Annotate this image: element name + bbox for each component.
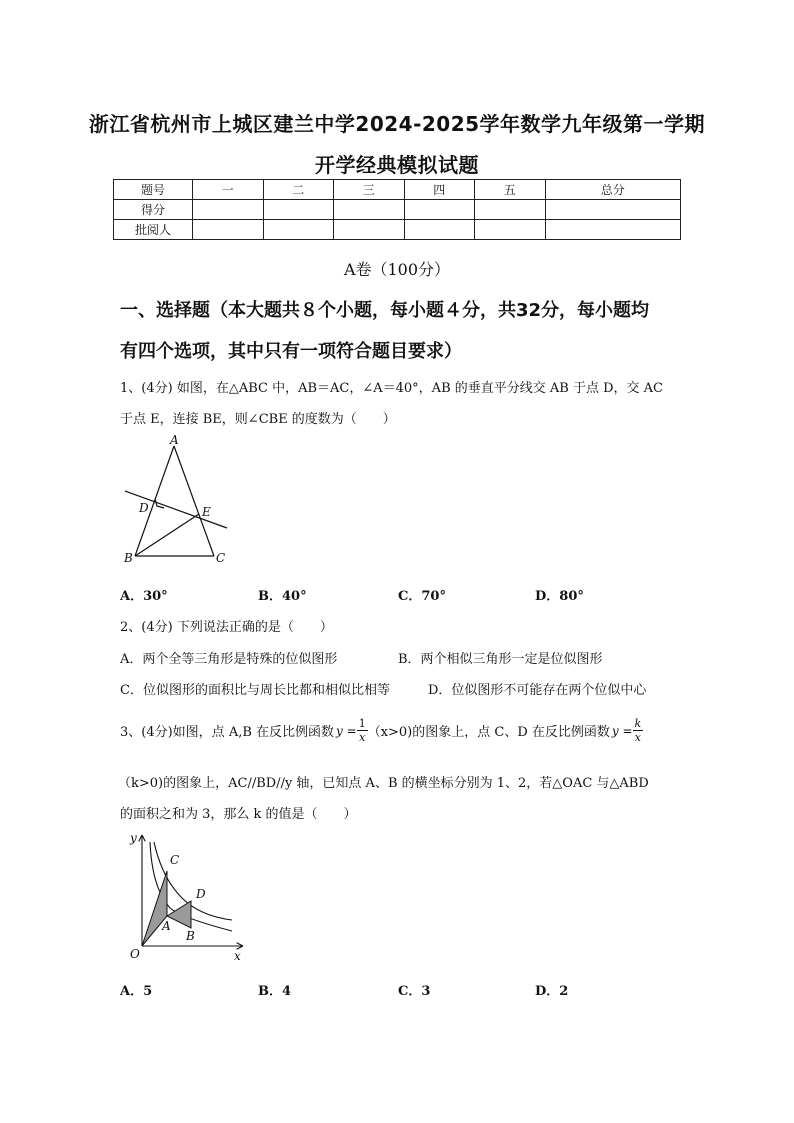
label-b: B <box>186 929 195 943</box>
header-cell: 总分 <box>545 180 681 200</box>
option-d[interactable]: D．2 <box>535 984 569 999</box>
triangle-oac <box>142 871 167 946</box>
row-label: 批阅人 <box>114 220 193 240</box>
reviewer-cell[interactable] <box>193 220 264 240</box>
header-cell: 五 <box>475 180 546 200</box>
option-a[interactable]: A．两个全等三角形是特殊的位似图形 <box>120 652 338 667</box>
formula-2-fraction <box>633 717 644 744</box>
option-d[interactable]: D．位似图形不可能存在两个位似中心 <box>428 683 647 698</box>
question-3-text-a: 3、(4分)如图，点 A,B 在反比例函数 <box>120 725 335 740</box>
score-cell[interactable] <box>263 200 334 220</box>
question-1-figure <box>118 432 236 567</box>
question-3-stem <box>120 717 643 744</box>
score-cell[interactable] <box>334 200 405 220</box>
label-y: y <box>130 831 137 845</box>
question-3-stem-line2: （k>0)的图象上，AC//BD//y 轴，已知点 A、B 的横坐标分别为 1、2，若△OAC 与△ABD <box>118 776 649 791</box>
question-3-text-b: （x>0)的图象上，点 C、D 在反比例函数 <box>367 725 610 740</box>
label-e: E <box>202 505 211 519</box>
option-c[interactable]: C．位似图形的面积比与周长比都和相似比相等 <box>120 683 390 698</box>
reviewer-cell[interactable] <box>475 220 546 240</box>
score-cell[interactable] <box>545 200 681 220</box>
reviewer-row <box>114 220 681 240</box>
question-3-figure <box>122 828 250 963</box>
label-a: A <box>170 433 179 447</box>
label-d: D <box>139 501 149 515</box>
label-a: A <box>162 919 171 933</box>
reviewer-cell[interactable] <box>263 220 334 240</box>
label-c: C <box>170 853 180 867</box>
header-cell: 二 <box>263 180 334 200</box>
header-cell: 三 <box>334 180 405 200</box>
reviewer-cell[interactable] <box>545 220 681 240</box>
fraction-numerator: k <box>634 717 642 730</box>
fraction-denominator: x <box>359 731 366 744</box>
question-3-stem-line3: 的面积之和为 3，那么 k 的值是（ ） <box>120 807 357 822</box>
question-1-stem-line2: 于点 E，连接 BE，则∠CBE 的度数为（ ） <box>120 412 396 427</box>
formula-1-lhs: y = <box>336 723 357 738</box>
page-title: 浙江省杭州市上城区建兰中学2024-2025学年数学九年级第一学期 <box>88 112 706 136</box>
option-b[interactable]: B．4 <box>258 984 292 999</box>
score-cell[interactable] <box>193 200 264 220</box>
label-x: x <box>234 949 241 963</box>
label-d: D <box>196 887 206 901</box>
score-table-header <box>114 180 681 200</box>
question-1-stem: 1、(4分) 如图，在△ABC 中，AB＝AC，∠A＝40°，AB 的垂直平分线交 AB 于点 D，交 AC <box>120 381 663 396</box>
section-heading: 一、选择题（本大题共８个小题，每小题４分，共32分，每小题均 <box>120 300 650 321</box>
option-b[interactable]: B．两个相似三角形一定是位似图形 <box>398 652 603 667</box>
header-cell: 一 <box>193 180 264 200</box>
reviewer-cell[interactable] <box>334 220 405 240</box>
option-d[interactable]: D．80° <box>535 589 584 604</box>
score-row <box>114 200 681 220</box>
score-table <box>113 179 681 240</box>
volume-title: A卷（100分） <box>343 260 451 279</box>
segment-be <box>135 514 199 556</box>
reviewer-cell[interactable] <box>404 220 475 240</box>
score-cell[interactable] <box>404 200 475 220</box>
row-label: 得分 <box>114 200 193 220</box>
formula-2-lhs: y = <box>611 723 633 738</box>
fraction-denominator: x <box>634 731 641 744</box>
header-cell: 四 <box>404 180 475 200</box>
option-a[interactable]: A．30° <box>120 589 168 604</box>
option-b[interactable]: B．40° <box>258 589 307 604</box>
formula-1-fraction <box>357 717 368 744</box>
option-c[interactable]: C．70° <box>398 589 446 604</box>
segment-ac <box>174 446 214 556</box>
option-c[interactable]: C．3 <box>398 984 431 999</box>
option-a[interactable]: A．5 <box>120 984 153 999</box>
page-title-line2: 开学经典模拟试题 <box>315 153 479 177</box>
label-b: B <box>124 551 133 565</box>
label-c: C <box>216 551 226 565</box>
header-cell: 题号 <box>114 180 193 200</box>
score-cell[interactable] <box>475 200 546 220</box>
section-heading-line2: 有四个选项，其中只有一项符合题目要求） <box>120 341 462 362</box>
fraction-numerator: 1 <box>358 717 366 730</box>
label-o: O <box>130 947 140 961</box>
question-2-stem: 2、(4分) 下列说法正确的是（ ） <box>120 620 333 635</box>
